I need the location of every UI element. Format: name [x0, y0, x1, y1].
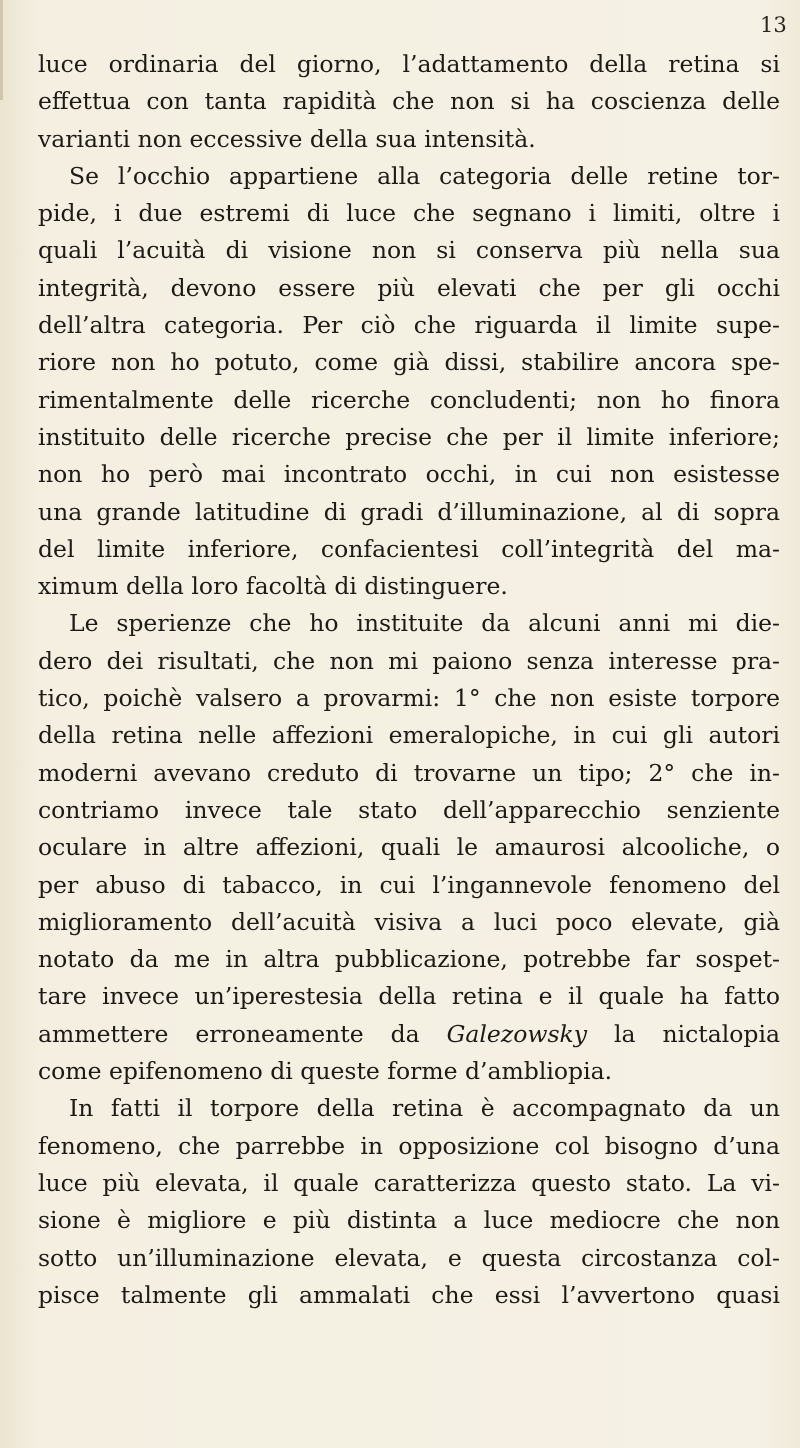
text-line: una grande latitudine di gradi d’illuminazione, al di sopra [38, 497, 780, 526]
text-line: luce ordinaria del giorno, l’adattamento della retina si [38, 50, 780, 78]
text-line: tico, poichè valsero a provarmi: 1° che non esiste torpore [38, 684, 780, 713]
text-line: varianti non eccessive della sua intensità. [38, 124, 536, 153]
text-line: pisce talmente gli ammalati che essi l’avvertono quasi [38, 1280, 780, 1309]
text-line: non ho però mai incontrato occhi, in cui non esistesse [38, 460, 780, 489]
text-line: rimentalmente delle ricerche concludenti; non ho finora [38, 385, 780, 414]
text-line: Se l’occhio appartiene alla categoria delle retine tor- [69, 161, 780, 190]
text-line: tare invece un’iperestesia della retina e il quale ha fatto [38, 982, 780, 1011]
text-line: contriamo invece tale stato dell’apparecchio senziente [38, 795, 780, 824]
text-line: riore non ho potuto, come già dissi, stabilire ancora spe- [38, 348, 780, 377]
text-line: miglioramento dell’acuità visiva a luci poco elevate, già [38, 907, 780, 936]
text-line: come epifenomeno di queste forme d’ambliopia. [38, 1057, 613, 1086]
text-line: Le sperienze che ho instituite da alcuni anni mi die- [69, 609, 780, 638]
text-line: effettua con tanta rapidità che non si ha coscienza delle [38, 87, 780, 116]
text-line: In fatti il torpore della retina è accompagnato da un [69, 1094, 780, 1123]
text-line: instituito delle ricerche precise che per il limite inferiore; [38, 422, 780, 451]
text-line: sione è migliore e più distinta a luce mediocre che non [38, 1206, 780, 1235]
page-edge [0, 0, 3, 100]
text-line: sotto un’illuminazione elevata, e questa circostanza col- [38, 1243, 780, 1272]
text-line: integrità, devono essere più elevati che per gli occhi [38, 273, 780, 302]
text-line: della retina nelle affezioni emeralopiche, in cui gli autori [38, 721, 780, 750]
text-line: per abuso di tabacco, in cui l’ingannevole fenomeno del [38, 870, 780, 899]
text-line: dell’altra categoria. Per ciò che riguarda il limite supe- [38, 311, 780, 340]
text-line [38, 1016, 780, 1053]
text-line: fenomeno, che parrebbe in opposizione col bisogno d’una [38, 1131, 780, 1160]
page-number: 13 [760, 13, 787, 37]
text-line: oculare in altre affezioni, quali le amaurosi alcooliche, o [38, 833, 780, 862]
body-text [38, 46, 780, 1314]
text-line: quali l’acuità di visione non si conserva più nella sua [38, 236, 780, 265]
text-segment: la nictalopia [587, 1019, 780, 1048]
text-line: moderni avevano creduto di trovarne un tipo; 2° che in- [38, 758, 780, 787]
text-line: del limite inferiore, confacientesi coll’integrità del ma- [38, 534, 780, 563]
text-line: notato da me in altra pubblicazione, potrebbe far sospet- [38, 945, 780, 974]
text-segment: ammettere erroneamente da [38, 1019, 447, 1048]
text-line: ximum della loro facoltà di distinguere. [38, 572, 508, 601]
text-line: luce più elevata, il quale caratterizza questo stato. La vi- [38, 1168, 780, 1197]
text-line: pide, i due estremi di luce che segnano i limiti, oltre i [38, 199, 780, 228]
italic-author-name: Galezowsky [446, 1019, 588, 1048]
text-line: dero dei risultati, che non mi paiono senza interesse pra- [38, 646, 780, 675]
